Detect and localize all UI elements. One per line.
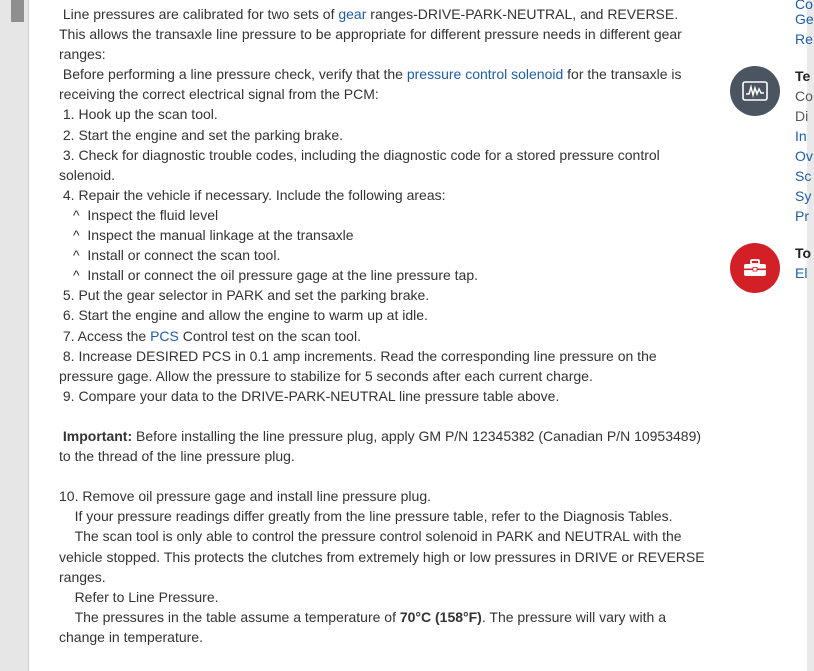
sidebar-link[interactable]: Ge [795, 11, 814, 27]
section-title-te: Te [795, 68, 811, 84]
temp-text-b: . The pressure will vary with a change in temperature. [59, 608, 670, 645]
sidebar-link[interactable]: Co [795, 0, 813, 12]
sidebar-link[interactable]: El [795, 265, 808, 281]
spacer [59, 406, 707, 426]
left-scroll-gutter [0, 0, 28, 671]
sub-step: ^ Install or connect the scan tool. [73, 247, 281, 264]
important-label: Important: [62, 427, 133, 444]
note-scan-tool: The scan tool is only able to control the pressure control solenoid in PARK and NEUTRAL with the vehicle stopped. This protects the clutches from extremely high or low pressures in DRIVE or REVERSE ranges. [59, 528, 709, 585]
sub-step: ^ Inspect the manual linkage at the transaxle [73, 227, 354, 244]
step-7 [59, 326, 707, 346]
sub-step: ^ Inspect the fluid level [73, 206, 219, 223]
section-title-to: To [795, 245, 812, 261]
sidebar-link[interactable]: Re [795, 31, 813, 47]
pcs-link[interactable]: PCS [150, 327, 179, 344]
note-diagnosis: If your pressure readings differ greatly from the line pressure table, refer to the Diagnosis Tables. [59, 508, 673, 525]
temp-text-a: The pressures in the table assume a temperature of [59, 608, 400, 625]
step-10: 10. Remove oil pressure gage and install line pressure plug. [59, 488, 431, 505]
step-7-text-a: 7. Access the [59, 327, 151, 344]
content-page [28, 0, 814, 671]
important-note [59, 426, 707, 466]
important-text: Before installing the line pressure plug, apply GM P/N 12345382 (Canadian P/N 10953489) to the thread of the line pressure plug. [59, 427, 705, 465]
step-2: 2. Start the engine and set the parking brake. [59, 126, 344, 143]
sidebar-link[interactable]: Pr [795, 208, 809, 224]
step-7-text-b: Control test on the scan tool. [178, 327, 361, 344]
step-5: 5. Put the gear selector in PARK and set the parking brake. [59, 287, 430, 304]
sub-step: ^ Install or connect the oil pressure gage at the line pressure tap. [73, 267, 479, 284]
toolbox-icon [730, 243, 780, 293]
step-4: 4. Repair the vehicle if necessary. Include the following areas: [59, 186, 446, 203]
step-6: 6. Start the engine and allow the engine to warm up at idle. [59, 307, 428, 324]
sidebar-link[interactable]: Sy [795, 188, 812, 204]
note-refer: Refer to Line Pressure. [59, 588, 219, 605]
spacer [59, 466, 707, 486]
verify-paragraph [59, 64, 707, 104]
waveform-icon [730, 66, 780, 116]
gear-link[interactable]: gear [338, 6, 367, 22]
step-8: 8. Increase DESIRED PCS in 0.1 amp increments. Read the corresponding line pressure on the pressure gage. Allow the pressure to stabilize for 5 seconds after each current charge. [59, 347, 661, 384]
scrollbar-thumb[interactable] [11, 0, 24, 22]
article-body [59, 4, 707, 647]
intro-text-a: Line pressures are calibrated for two sets of [59, 6, 339, 22]
verify-text-b: for the transaxle is receiving the correct electrical signal from the PCM: [59, 66, 686, 103]
related-sidebar [729, 0, 814, 671]
note-temperature [59, 607, 707, 647]
step-1: 1. Hook up the scan tool. [59, 106, 218, 123]
intro-text-b: ranges-DRIVE-PARK-NEUTRAL, and REVERSE. This allows the transaxle line pressure to be appropriate for different pressure needs in different gear ranges: [59, 6, 686, 63]
step-3: 3. Check for diagnostic trouble codes, including the diagnostic code for a stored pressure control solenoid. [59, 146, 664, 183]
step-9: 9. Compare your data to the DRIVE-PARK-NEUTRAL line pressure table above. [59, 387, 560, 404]
sidebar-link[interactable]: In [795, 128, 807, 144]
intro-paragraph [59, 4, 707, 64]
section-subtitle: Co [795, 88, 813, 104]
sidebar-link[interactable]: Sc [795, 168, 812, 184]
section-subtitle: Di [795, 108, 809, 124]
pressure-control-solenoid-link[interactable]: pressure control solenoid [406, 66, 564, 83]
verify-text-a: Before performing a line pressure check, verify that the [59, 66, 407, 83]
sidebar-link[interactable]: Ov [795, 148, 813, 164]
temperature-value: 70°C (158°F) [399, 608, 482, 625]
